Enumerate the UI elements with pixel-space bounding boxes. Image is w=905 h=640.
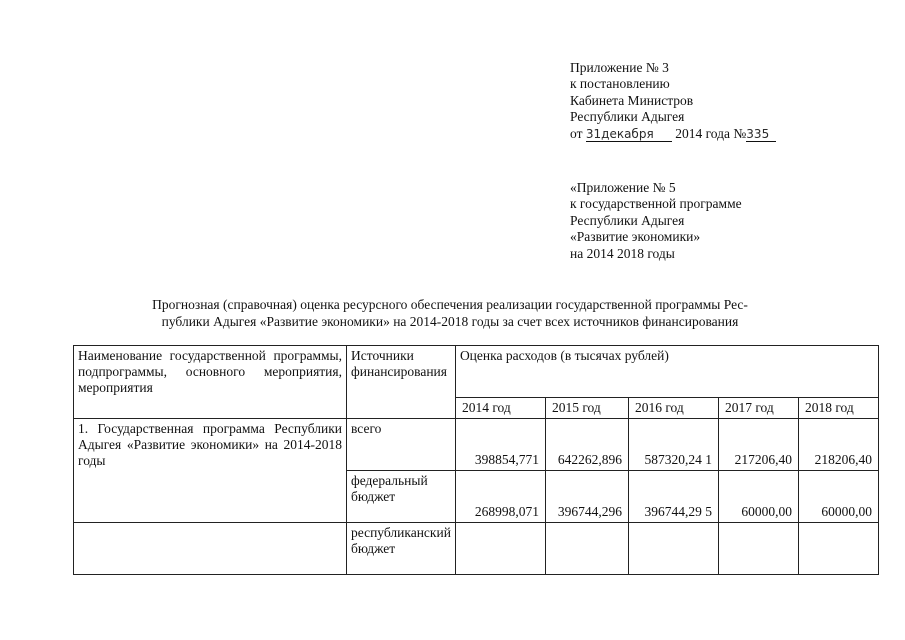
value-cell: 60000,00: [798, 471, 878, 523]
title-line-2: публики Адыгея «Развитие экономики» на 2014-2018 годы за счет всех источников финансирования: [161, 314, 739, 329]
document-title: [100, 296, 800, 330]
value-cell: 60000,00: [718, 471, 798, 523]
appendix-5-header: [570, 180, 742, 262]
date-blank: [586, 127, 672, 142]
appendix-5-line-5: на 2014 2018 годы: [570, 245, 675, 261]
date-day: 31: [585, 126, 602, 141]
header-name-cell: Наименование государственной программы, подпрограммы, основного мероприятия, мероприятия: [74, 346, 347, 419]
program-name-cell: 1. Государственная программа Республики Адыгея «Развитие экономики» на 2014-2018 годы: [74, 419, 347, 523]
empty-name-cell: [74, 523, 347, 575]
resource-estimate-table: [73, 345, 879, 575]
appendix-3-line-4: Республики Адыгея: [570, 109, 685, 125]
source-cell: федеральный бюджет: [347, 471, 456, 523]
appendix-3-line-1: Приложение № 3: [570, 60, 669, 75]
table-header-row: [74, 346, 879, 398]
year-2018-header: 2018 год: [798, 398, 878, 419]
header-source-cell: Источники финансирования: [347, 346, 456, 419]
value-cell: 396744,296: [545, 471, 628, 523]
value-cell: [718, 523, 798, 575]
appendix-3-header: [570, 60, 776, 142]
year-2017-header: 2017 год: [718, 398, 798, 419]
value-cell: 217206,40: [718, 419, 798, 471]
decree-number: 335: [746, 126, 770, 141]
appendix-3-line-3: Кабинета Министров: [570, 92, 694, 108]
year-2016-header: 2016 год: [628, 398, 718, 419]
year-2014-header: 2014 год: [455, 398, 545, 419]
value-cell: [545, 523, 628, 575]
appendix-5-line-3: Республики Адыгея: [570, 212, 685, 228]
date-year-text: 2014 года №: [675, 125, 747, 141]
source-cell: республиканский бюджет: [347, 523, 456, 575]
date-prefix: от: [570, 125, 583, 141]
appendix-3-date-line: [570, 126, 776, 142]
appendix-5-line-2: к государственной программе: [570, 196, 742, 212]
date-month: декабря: [601, 126, 654, 141]
appendix-3-line-2: к постановлению: [570, 76, 670, 92]
value-cell: [798, 523, 878, 575]
value-cell: 268998,071: [455, 471, 545, 523]
appendix-5-line-1: «Приложение № 5: [570, 180, 676, 195]
value-cell: 587320,24 1: [628, 419, 718, 471]
source-cell: всего: [347, 419, 456, 471]
number-blank: [746, 127, 776, 142]
value-cell: 218206,40: [798, 419, 878, 471]
table-row: [74, 419, 879, 471]
appendix-5-line-4: «Развитие экономики»: [570, 229, 701, 245]
value-cell: 642262,896: [545, 419, 628, 471]
title-line-1: Прогнозная (справочная) оценка ресурсного обеспечения реализации государственной программы Рес-: [152, 297, 748, 312]
value-cell: [628, 523, 718, 575]
value-cell: 396744,29 5: [628, 471, 718, 523]
value-cell: [455, 523, 545, 575]
year-2015-header: 2015 год: [545, 398, 628, 419]
header-estimate-cell: Оценка расходов (в тысячах рублей): [455, 346, 878, 398]
table-row: [74, 523, 879, 575]
value-cell: 398854,771: [455, 419, 545, 471]
